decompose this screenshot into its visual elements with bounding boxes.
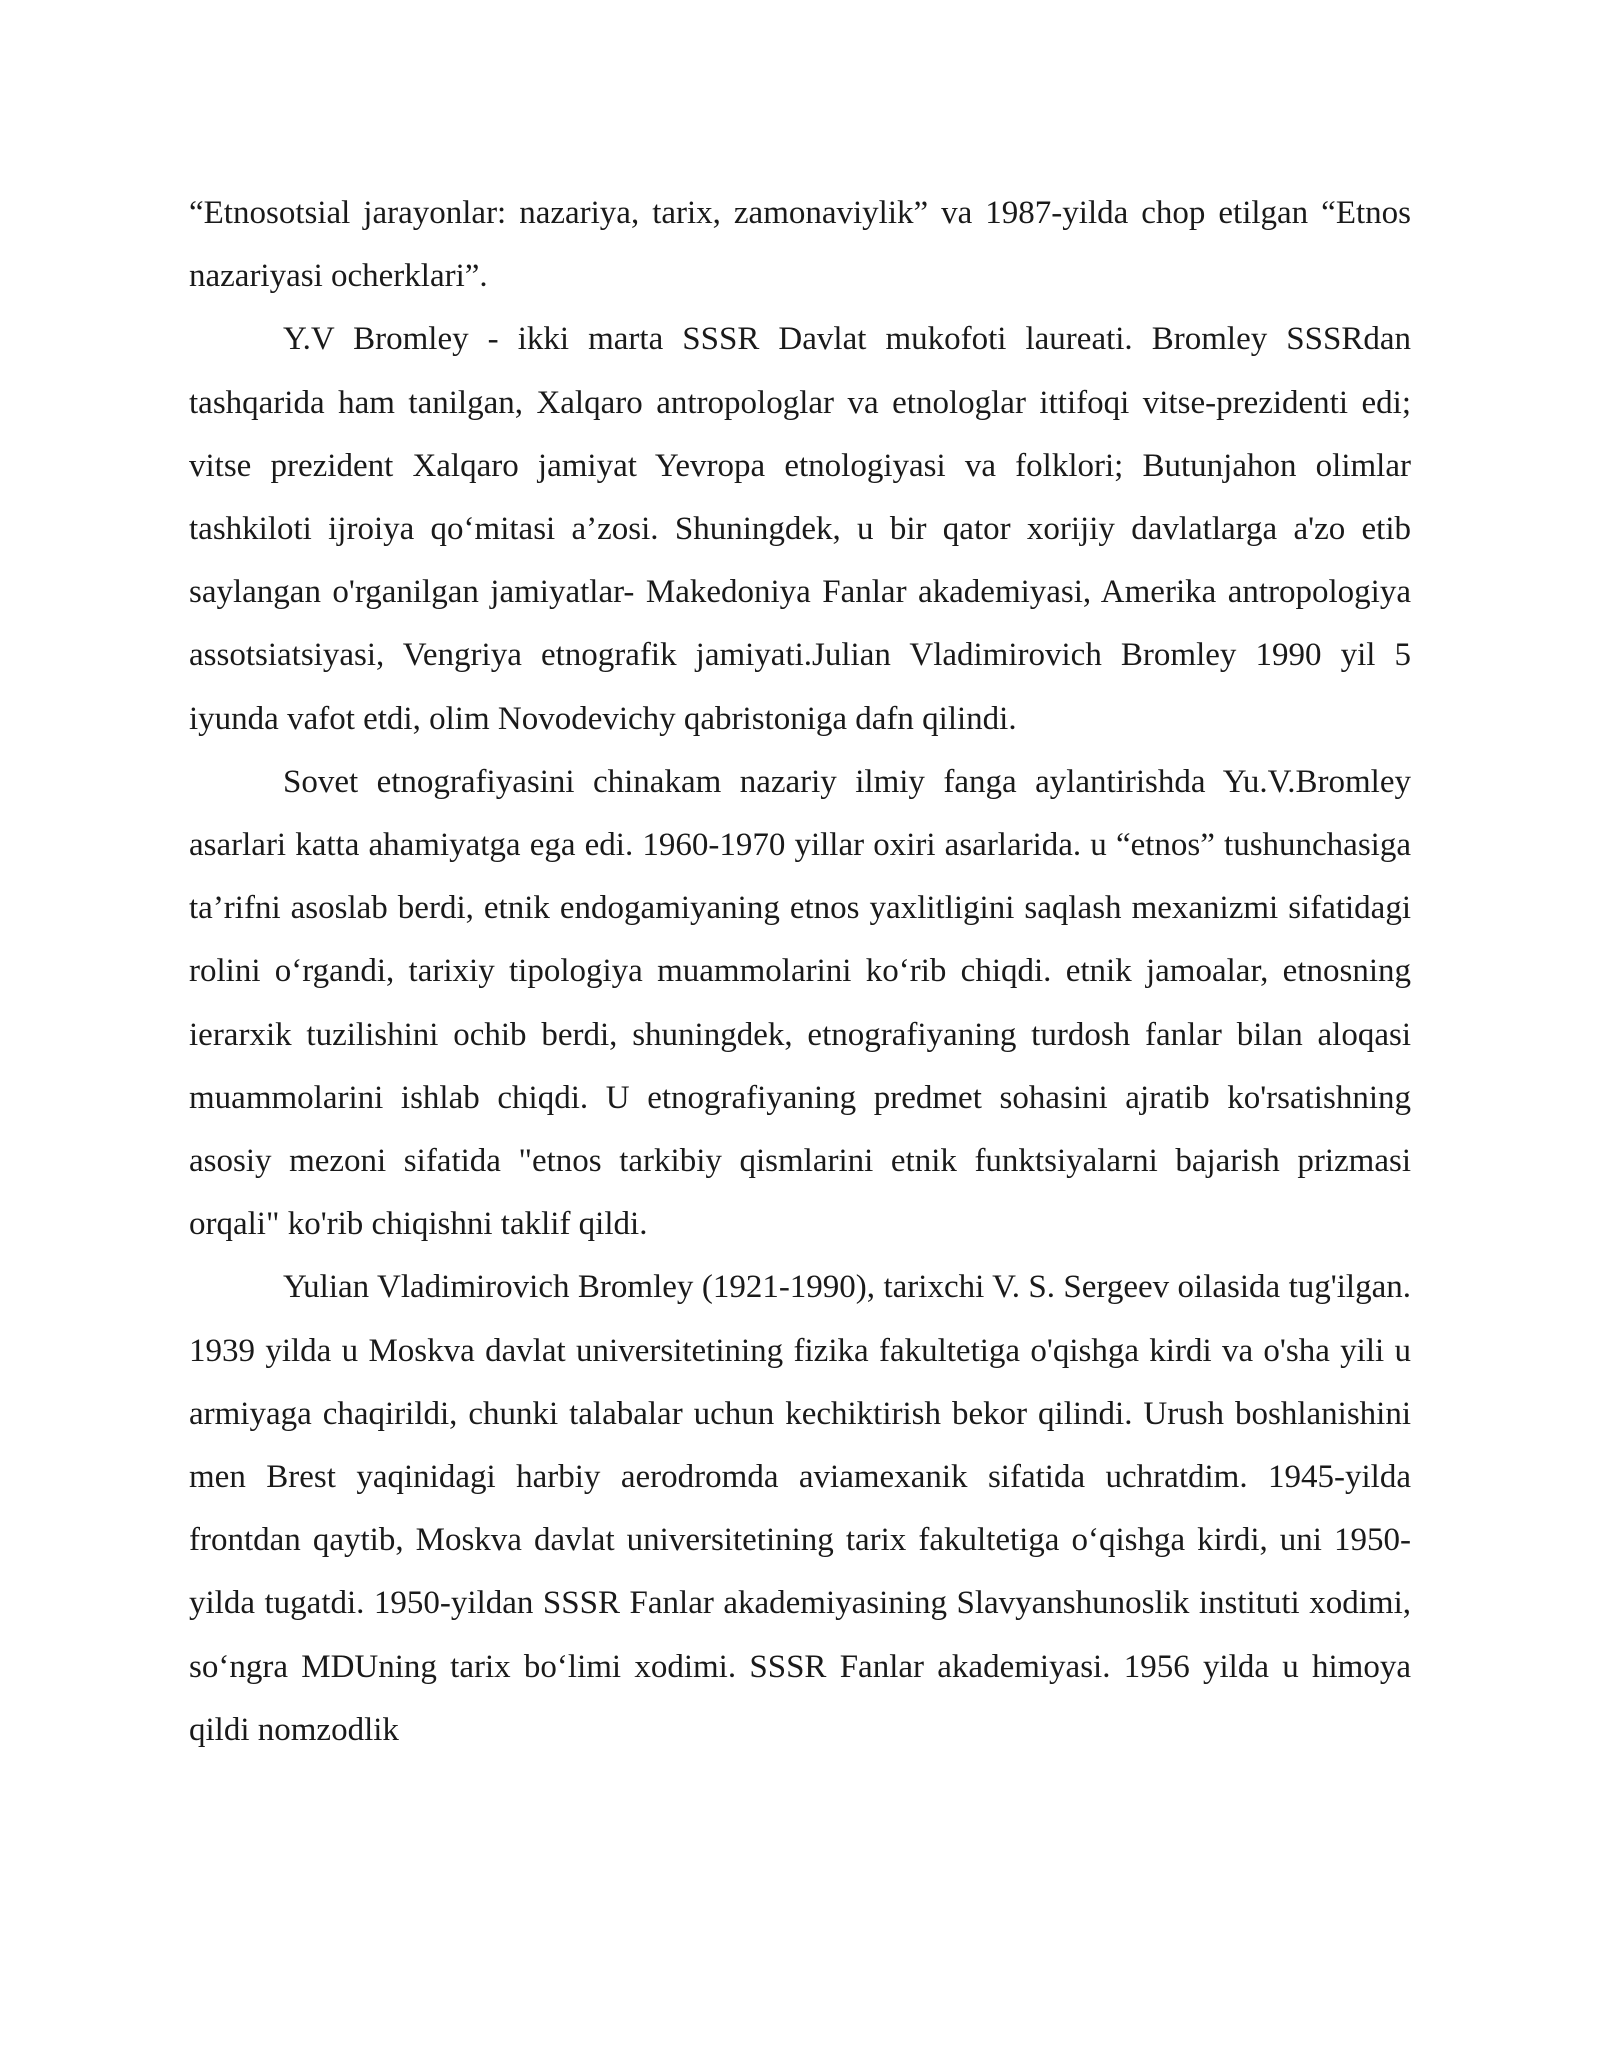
document-page (189, 182, 1411, 1762)
paragraph-book-titles: “Etnosotsial jarayonlar: nazariya, tarix, zamonaviylik” va 1987-yilda chop etilgan “Etnos nazariyasi ocherklari”. (189, 195, 1411, 295)
paragraph-soviet-ethnography: Sovet etnografiyasini chinakam nazariy ilmiy fanga aylantirishda Yu.V.Bromley asarlari katta ahamiyatga ega edi. 1960-1970 yillar oxiri asarlarida. u “etnos” tushunchasiga ta’rifni asoslab berdi, etnik endogamiyaning etnos yaxlitligini saqlash mexanizmi sifatidagi rolini o‘rgandi, tarixiy tipologiya muammolarini ko‘rib chiqdi. etnik jamoalar, etnosning ierarxik tuzilishini ochib berdi, shuningdek, etnografiyaning turdosh fanlar bilan aloqasi muammolarini ishlab chiqdi. U etnografiyaning predmet sohasini ajratib ko'rsatishning asosiy mezoni sifatida "etnos tarkibiy qismlarini etnik funktsiyalarni bajarish prizmasi orqali" ko'rib chiqishni taklif qildi. (189, 763, 1411, 1243)
paragraph-bromley-awards: Y.V Bromley - ikki marta SSSR Davlat mukofoti laureati. Bromley SSSRdan tashqarida ham tanilgan, Xalqaro antropologlar va etnologlar ittifoqi vitse-prezidenti edi; vitse prezident Xalqaro jamiyat Yevropa etnologiyasi va folklori; Butunjahon olimlar tashkiloti ijroiya qo‘mitasi a’zosi. Shuningdek, u bir qator xorijiy davlatlarga a'zo etib saylangan o'rganilgan jamiyatlar- Makedoniya Fanlar akademiyasi, Amerika antropologiya assotsiatsiyasi, Vengriya etnografik jamiyati.Julian Vladimirovich Bromley 1990 yil 5 iyunda vafot etdi, olim Novodevichy qabristoniga dafn qilindi. (189, 321, 1411, 737)
paragraph-biography: Yulian Vladimirovich Bromley (1921-1990), tarixchi V. S. Sergeev oilasida tug'ilgan. 1939 yilda u Moskva davlat universitetining fizika fakultetiga o'qishga kirdi va o'sha yili u armiyaga chaqirildi, chunki talabalar uchun kechiktirish bekor qilindi. Urush boshlanishini men Brest yaqinidagi harbiy aerodromda aviamexanik sifatida uchratdim. 1945-yilda frontdan qaytib, Moskva davlat universitetining tarix fakultetiga o‘qishga kirdi, uni 1950-yilda tugatdi. 1950-yildan SSSR Fanlar akademiyasining Slavyanshunoslik instituti xodimi, so‘ngra MDUning tarix bo‘limi xodimi. SSSR Fanlar akademiyasi. 1956 yilda u himoya qildi nomzodlik (189, 1269, 1411, 1748)
